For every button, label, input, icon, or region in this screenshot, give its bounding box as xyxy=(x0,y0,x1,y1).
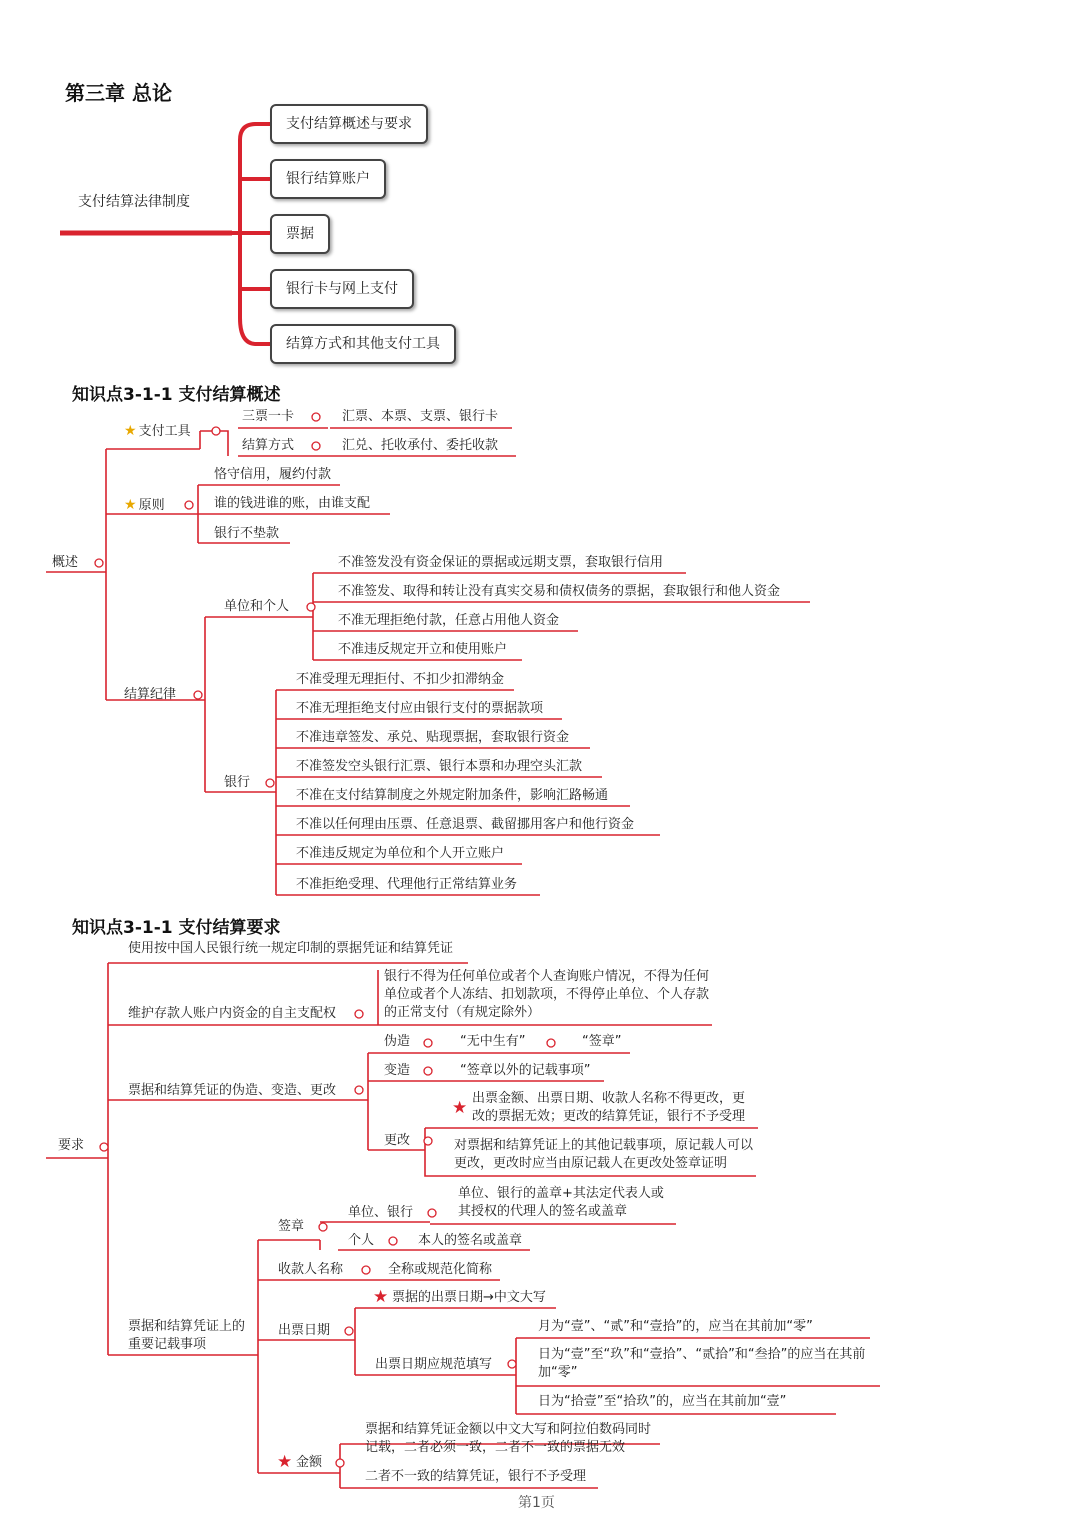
forge-label: 伪造 xyxy=(384,1034,411,1049)
alter-a: “签章以外的记载事项” xyxy=(460,1063,591,1078)
date-b-label: 出票日期应规范填写 xyxy=(375,1357,493,1372)
forge-b: “签章” xyxy=(582,1034,622,1049)
forge-a: “无中生有” xyxy=(460,1034,526,1049)
bank-rule-1: 不准受理无理拒付、不扣少扣滞纳金 xyxy=(296,672,505,687)
date-rule-3: 日为“拾壹”至“拾玖”的，应当在其前加“壹” xyxy=(538,1394,787,1409)
amount-a: 票据和结算凭证金额以中文大写和阿拉伯数码同时记载，二者必须一致，二者不一致的票据无效 xyxy=(365,1422,652,1455)
red-star-icon: ★ xyxy=(277,1452,293,1472)
principles-node xyxy=(124,496,165,515)
change-label: 更改 xyxy=(384,1133,411,1148)
principle-3: 银行不垫款 xyxy=(214,526,280,541)
bank-rule-3: 不准违章签发、承兑、贴现票据，套取银行资金 xyxy=(296,730,570,745)
unit-rule-4: 不准违反规定开立和使用账户 xyxy=(338,642,508,657)
principle-2: 谁的钱进谁的账，由谁支配 xyxy=(214,496,371,511)
bank-rule-4: 不准签发空头银行汇票、银行本票和办理空头汇款 xyxy=(296,759,583,774)
bank-rule-6: 不准以任何理由压票、任意退票、截留挪用客户和他行资金 xyxy=(296,817,635,832)
overview-branches xyxy=(232,124,270,344)
red-star-icon: ★ xyxy=(373,1287,389,1307)
tools-row-1-label: 三票一卡 xyxy=(242,409,295,424)
date-label: 出票日期 xyxy=(278,1323,331,1338)
bank-rule-7: 不准违反规定为单位和个人开立账户 xyxy=(296,846,505,861)
page-number: 第1页 xyxy=(518,1495,555,1511)
sign-label: 签章 xyxy=(278,1219,305,1234)
principle-1: 恪守信用，履约付款 xyxy=(214,467,332,482)
star-icon: ★ xyxy=(124,497,137,513)
alter-label: 变造 xyxy=(384,1063,411,1078)
date-a: 票据的出票日期→中文大写 xyxy=(392,1290,546,1305)
change-a: 出票金额、出票日期、收款人名称不得更改，更改的票据无效；更改的结算凭证，银行不予受理 xyxy=(472,1091,746,1124)
req-3-label: 票据和结算凭证的伪造、变造、更改 xyxy=(128,1083,337,1098)
tools-node xyxy=(124,422,191,441)
overview-node-2[interactable]: 银行结算账户 xyxy=(270,159,386,199)
overview-node-5[interactable]: 结算方式和其他支付工具 xyxy=(270,324,456,364)
bank-label: 银行 xyxy=(224,775,251,790)
unit-rule-3: 不准无理拒绝付款，任意占用他人资金 xyxy=(338,613,560,628)
overview-root: 支付结算法律制度 xyxy=(78,194,190,210)
principles-label: 原则 xyxy=(138,498,165,513)
star-icon: ★ xyxy=(124,423,137,439)
bank-rule-2: 不准无理拒绝支付应由银行支付的票据款项 xyxy=(296,701,544,716)
s1-root: 概述 xyxy=(52,555,79,570)
sign-unit-label: 单位、银行 xyxy=(348,1205,414,1220)
unit-rule-2: 不准签发、取得和转让没有真实交易和债权债务的票据，套取银行和他人资金 xyxy=(338,584,781,599)
bank-rule-8: 不准拒绝受理、代理他行正常结算业务 xyxy=(296,877,518,892)
unit-rule-1: 不准签发没有资金保证的票据或远期支票，套取银行信用 xyxy=(338,555,664,570)
section1-title: 知识点3-1-1 支付结算概述 xyxy=(72,385,281,405)
payee-text: 全称或规范化简称 xyxy=(388,1262,493,1277)
req-2-label: 维护存款人账户内资金的自主支配权 xyxy=(128,1006,337,1021)
change-b: 对票据和结算凭证上的其他记载事项，原记载人可以更改，更改时应当由原记载人在更改处签章证明 xyxy=(454,1138,754,1171)
req-2-text: 银行不得为任何单位或者个人查询账户情况，不得为任何单位或者个人冻结、扣划款项，不得停止单位、个人存款的正常支付（有规定除外） xyxy=(384,969,710,1020)
req-4-label: 票据和结算凭证上的重要记载事项 xyxy=(128,1319,246,1352)
tools-row-2-label: 结算方式 xyxy=(242,438,295,453)
tools-label: 支付工具 xyxy=(138,424,191,439)
unit-label: 单位和个人 xyxy=(224,599,290,614)
tools-row-2-value: 汇兑、托收承付、委托收款 xyxy=(342,438,499,453)
discipline-label: 结算纪律 xyxy=(124,687,177,702)
sign-person-label: 个人 xyxy=(348,1233,375,1248)
overview-node-1[interactable]: 支付结算概述与要求 xyxy=(270,104,428,144)
red-star-icon: ★ xyxy=(452,1098,468,1118)
sign-person-text: 本人的签名或盖章 xyxy=(418,1233,523,1248)
payee-label: 收款人名称 xyxy=(278,1262,344,1277)
chapter-title: 第三章 总论 xyxy=(65,81,172,105)
req-1: 使用按中国人民银行统一规定印制的票据凭证和结算凭证 xyxy=(128,941,454,956)
amount-label: 金额 xyxy=(296,1455,323,1470)
date-rule-2: 日为“壹”至“玖”和“壹拾”、“贰拾”和“叁拾”的应当在其前加“零” xyxy=(538,1347,866,1380)
amount-b: 二者不一致的结算凭证，银行不予受理 xyxy=(365,1469,587,1484)
bank-rule-5: 不准在支付结算制度之外规定附加条件，影响汇路畅通 xyxy=(296,788,609,803)
section2-title: 知识点3-1-1 支付结算要求 xyxy=(72,918,281,938)
overview-node-4[interactable]: 银行卡与网上支付 xyxy=(270,269,414,309)
sign-unit-text: 单位、银行的盖章+其法定代表人或其授权的代理人的签名或盖章 xyxy=(458,1186,664,1219)
overview-node-3[interactable]: 票据 xyxy=(270,214,330,254)
s2-root: 要求 xyxy=(58,1138,85,1153)
tools-row-1-value: 汇票、本票、支票、银行卡 xyxy=(342,409,499,424)
date-rule-1: 月为“壹”、“贰”和“壹拾”的，应当在其前加“零” xyxy=(538,1319,813,1334)
